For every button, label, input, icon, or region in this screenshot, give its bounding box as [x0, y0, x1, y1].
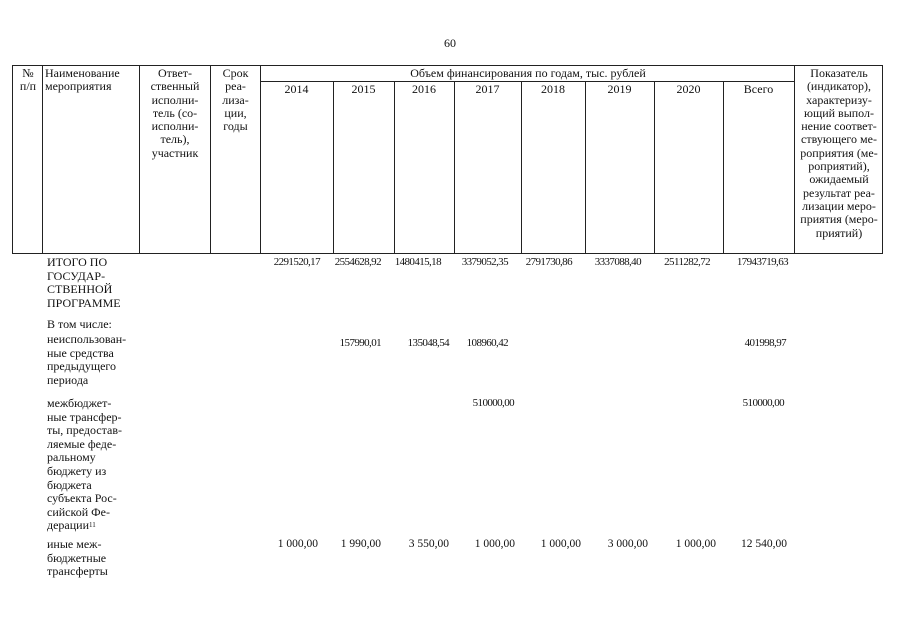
year-2015: 2015	[351, 82, 376, 96]
col-border	[12, 65, 13, 254]
footnote-marker: 11	[89, 521, 96, 530]
cell-2014: 1 000,00	[277, 538, 318, 550]
cell-2016: 135048,54	[407, 337, 449, 349]
cell-total: 17943719,63	[736, 256, 788, 268]
col-border	[210, 65, 211, 254]
table-header	[12, 65, 883, 254]
page-number: 60	[444, 36, 456, 50]
cell-2017: 3379052,35	[461, 256, 508, 268]
year-2017: 2017	[475, 82, 500, 96]
row-label-including: В том числе:	[47, 317, 112, 331]
cell-2014: 2291520,17	[273, 256, 320, 268]
cell-2015: 157990,01	[339, 337, 381, 349]
cell-2019: 3 000,00	[607, 538, 648, 550]
cell-2017: 108960,42	[466, 337, 508, 349]
col-border	[794, 65, 795, 254]
cell-2020: 1 000,00	[675, 538, 716, 550]
cell-2018: 1 000,00	[540, 538, 581, 550]
cell-2018: 2791730,86	[525, 256, 572, 268]
col-border	[42, 65, 43, 254]
cell-2020: 2511282,72	[664, 256, 710, 268]
year-2019: 2019	[607, 82, 632, 96]
col-border	[521, 81, 522, 254]
col-border	[654, 81, 655, 254]
cell-total: 401998,97	[744, 337, 786, 349]
cell-total: 510000,00	[742, 397, 784, 409]
row-label: иные меж- бюджетные трансферты	[47, 537, 108, 579]
row-label: ИТОГО ПО ГОСУДАР- СТВЕННОЙ ПРОГРАММЕ	[47, 255, 121, 310]
col-border	[585, 81, 586, 254]
year-2020: 2020	[676, 82, 701, 96]
header-indicator: Показатель (индикатор), характеризу- ющий выпол- нение соответ- ствующего ме- роприятия (ме- роприятий), ожидаемый результат реа- лизации меро- приятия (меро- приятий)	[800, 66, 878, 240]
year-2018: 2018	[541, 82, 565, 96]
year-total: Всего	[743, 82, 774, 96]
header-name: Наименование мероприятия	[45, 66, 120, 94]
col-border	[394, 81, 395, 254]
year-2014: 2014	[284, 82, 309, 96]
row-label	[47, 397, 139, 533]
col-border	[139, 65, 140, 254]
cell-2015: 1 990,00	[340, 538, 381, 550]
header-responsible: Ответ- ственный исполни- тель (со- исполни- тель), участник	[150, 66, 200, 160]
col-border	[333, 81, 334, 254]
header-number: № п/п	[19, 66, 37, 94]
cell-2015: 2554628,92	[334, 256, 381, 268]
year-2016: 2016	[412, 82, 436, 96]
cell-2016: 1480415,18	[394, 256, 441, 268]
header-bottom-border	[12, 253, 883, 254]
header-term: Срок реа- лиза- ции, годы	[222, 66, 249, 134]
cell-2016: 3 550,00	[408, 538, 449, 550]
row-label: неиспользован- ные средства предыдущего периода	[47, 332, 127, 387]
cell-total: 12 540,00	[741, 538, 787, 550]
row-label-text: межбюджет- ные трансфер- ты, предостав- ляемые феде- ральному бюджету из бюджета субъекта Рос- сийской Фе- дерации	[47, 396, 123, 533]
header-funding: Объем финансирования по годам, тыс. рублей	[410, 66, 646, 80]
col-border	[454, 81, 455, 254]
col-border	[882, 65, 883, 254]
cell-2017: 510000,00	[472, 397, 514, 409]
cell-2019: 3337088,40	[594, 256, 641, 268]
cell-2017: 1 000,00	[474, 538, 515, 550]
col-border	[723, 81, 724, 254]
